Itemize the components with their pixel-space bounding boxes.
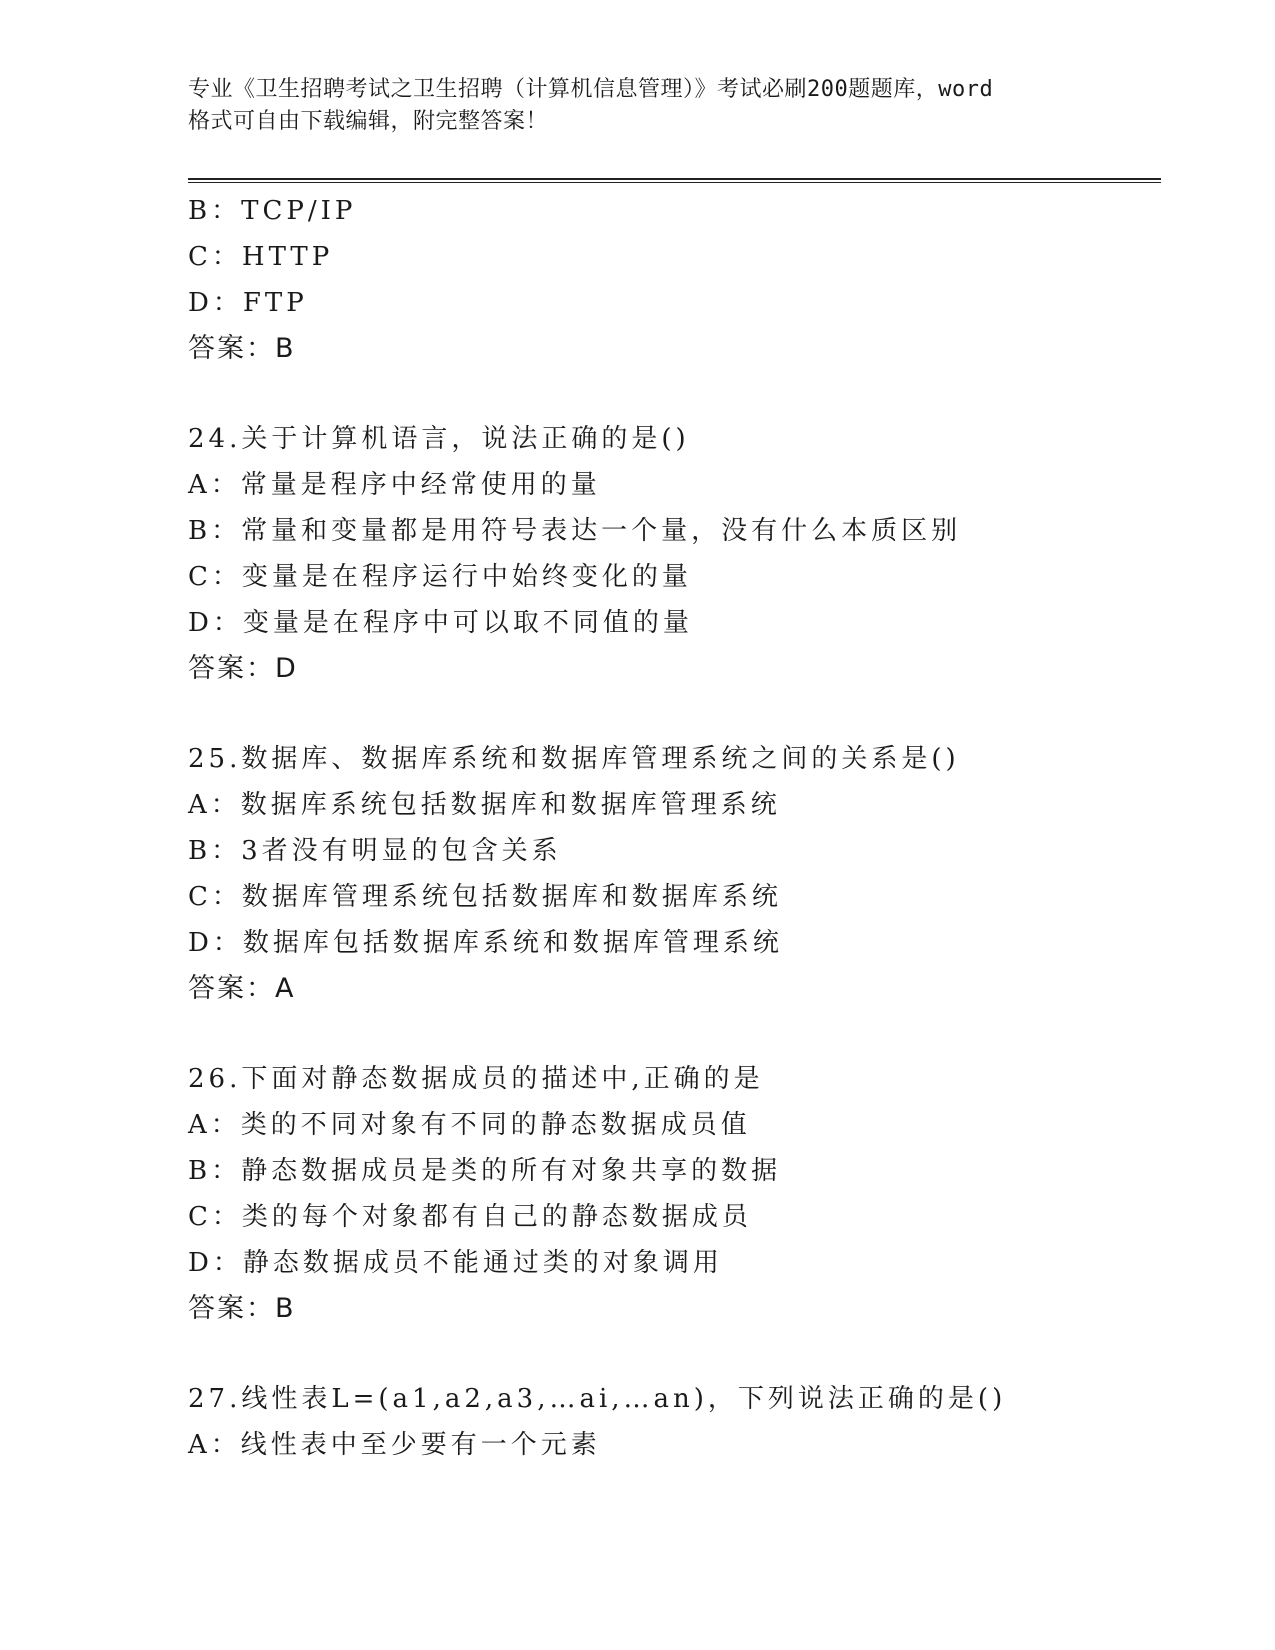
question-stem: 25.数据库、数据库系统和数据库管理系统之间的关系是() <box>188 744 960 774</box>
option-b: B：静态数据成员是类的所有对象共享的数据 <box>188 1156 782 1186</box>
question-stem: 24.关于计算机语言，说法正确的是() <box>188 424 690 454</box>
answer-line: 答案：D <box>188 653 298 684</box>
option-a: A：类的不同对象有不同的静态数据成员值 <box>188 1110 751 1140</box>
question-stem: 27.线性表L=(a1,a2,a3,…ai,…an)，下列说法正确的是() <box>188 1384 1007 1414</box>
option-a: A：常量是程序中经常使用的量 <box>188 470 601 500</box>
header-title-line-1: 专业《卫生招聘考试之卫生招聘（计算机信息管理）》考试必刷200题题库，word <box>188 77 994 102</box>
option-a: A：数据库系统包括数据库和数据库管理系统 <box>188 790 781 820</box>
question-list <box>188 188 1168 1468</box>
option-d: D：变量是在程序中可以取不同值的量 <box>188 608 693 638</box>
option-d: D：静态数据成员不能通过类的对象调用 <box>188 1248 723 1278</box>
answer-line: 答案：B <box>188 1293 296 1324</box>
option-b: B：3者没有明显的包含关系 <box>188 836 562 866</box>
option-b: B：常量和变量都是用符号表达一个量，没有什么本质区别 <box>188 516 962 546</box>
question-stem: 26.下面对静态数据成员的描述中,正确的是 <box>188 1064 764 1094</box>
answer-line: 答案：A <box>188 973 296 1004</box>
option-c: C：变量是在程序运行中始终变化的量 <box>188 562 692 592</box>
question-23-continued <box>188 188 1168 372</box>
question-24 <box>188 416 1168 692</box>
option-c: C：HTTP <box>188 242 334 272</box>
header-divider <box>188 178 1161 183</box>
page-header <box>188 74 1088 138</box>
answer-line: 答案：B <box>188 333 296 364</box>
option-d: D：FTP <box>188 288 308 318</box>
question-25 <box>188 736 1168 1012</box>
option-c: C：数据库管理系统包括数据库和数据库系统 <box>188 882 782 912</box>
option-c: C：类的每个对象都有自己的静态数据成员 <box>188 1202 752 1232</box>
question-26 <box>188 1056 1168 1332</box>
question-27 <box>188 1376 1168 1468</box>
option-d: D：数据库包括数据库系统和数据库管理系统 <box>188 928 783 958</box>
header-title-line-2: 格式可自由下载编辑，附完整答案！ <box>188 109 549 134</box>
option-a: A：线性表中至少要有一个元素 <box>188 1430 601 1460</box>
option-b: B：TCP/IP <box>188 196 357 226</box>
